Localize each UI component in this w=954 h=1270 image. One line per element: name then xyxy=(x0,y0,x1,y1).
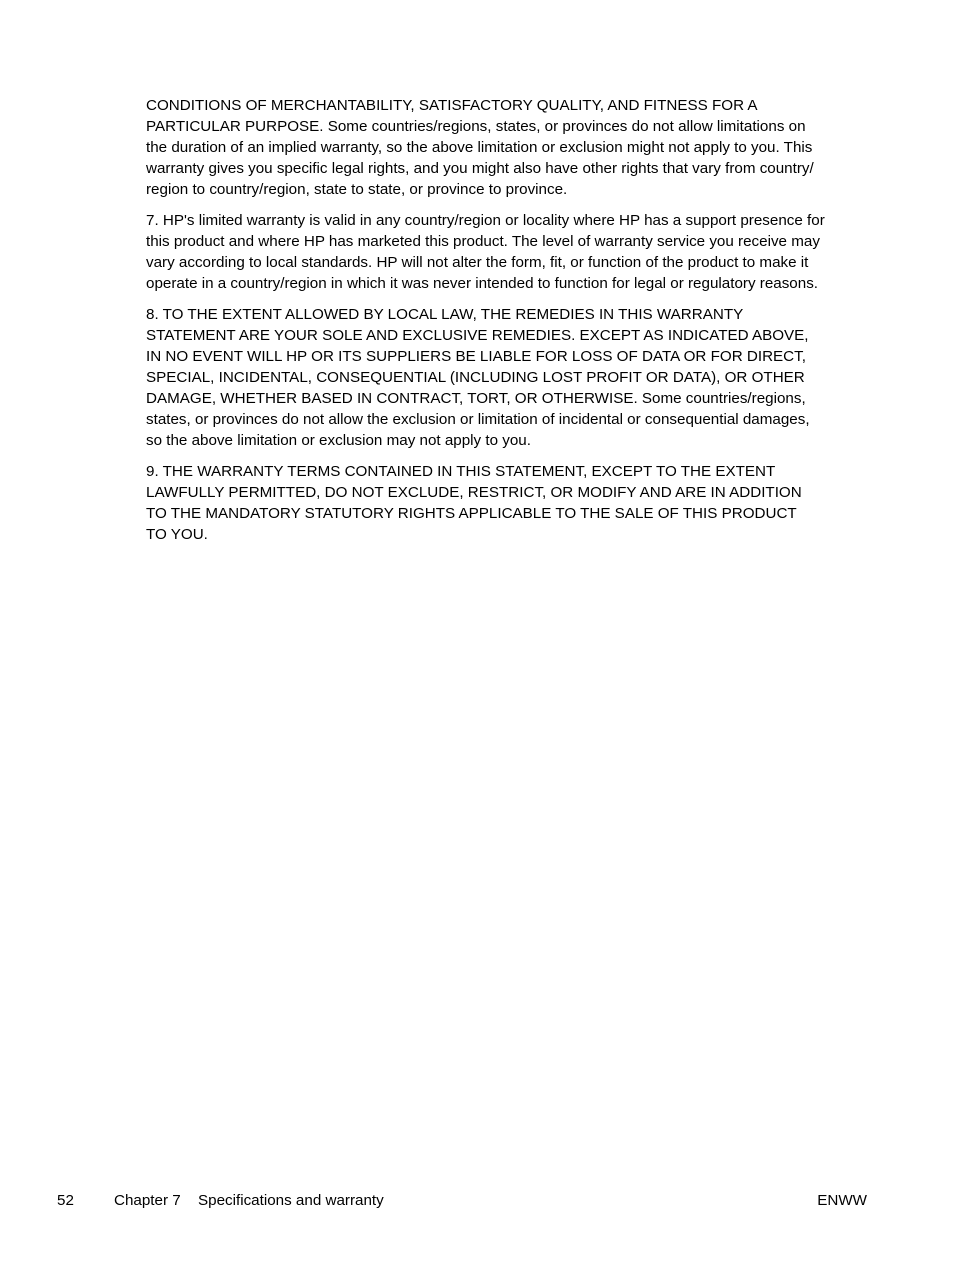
page-footer xyxy=(57,1190,867,1211)
paragraph-conditions-of-merchantability: CONDITIONS OF MERCHANTABILITY, SATISFACTORY QUALITY, AND FITNESS FOR A PARTICULAR PURPOSE. Some countries/regions, states, or provinces do not allow limitations on the duration of an implied warranty, so the above limitation or exclusion might not apply to you. This warranty gives you specific legal rights, and you might also have other rights that vary from country/ region to country/region, state to state, or province to province. xyxy=(146,97,814,198)
chapter-title: Specifications and warranty xyxy=(198,1192,384,1209)
chapter-label: Chapter 7 xyxy=(114,1192,181,1209)
paragraph-7-warranty-validity: 7. HP's limited warranty is valid in any country/region or locality where HP has a support presence for this product and where HP has marketed this product. The level of warranty service you receive may vary according to local standards. HP will not alter the form, fit, or function of the product to make it operate in a country/region in which it was never intended to function for legal or regulatory reasons. xyxy=(146,212,825,292)
document-body xyxy=(146,95,868,555)
locale-code: ENWW xyxy=(817,1192,867,1209)
paragraph-8-exclusive-remedies: 8. TO THE EXTENT ALLOWED BY LOCAL LAW, THE REMEDIES IN THIS WARRANTY STATEMENT ARE YOUR SOLE AND EXCLUSIVE REMEDIES. EXCEPT AS INDICATED ABOVE, IN NO EVENT WILL HP OR ITS SUPPLIERS BE LIABLE FOR LOSS OF DATA OR FOR DIRECT, SPECIAL, INCIDENTAL, CONSEQUENTIAL (INCLUDING LOST PROFIT OR DATA), OR OTHER DAMAGE, WHETHER BASED IN CONTRACT, TORT, OR OTHERWISE. Some countries/regions, states, or provinces do not allow the exclusion or limitation of incidental or consequential damages, so the above limitation or exclusion may not apply to you. xyxy=(146,306,810,449)
paragraph-9-statutory-rights: 9. THE WARRANTY TERMS CONTAINED IN THIS STATEMENT, EXCEPT TO THE EXTENT LAWFULLY PERMITTED, DO NOT EXCLUDE, RESTRICT, OR MODIFY AND ARE IN ADDITION TO THE MANDATORY STATUTORY RIGHTS APPLICABLE TO THE SALE OF THIS PRODUCT TO YOU. xyxy=(146,463,802,543)
page-number: 52 xyxy=(57,1192,74,1209)
